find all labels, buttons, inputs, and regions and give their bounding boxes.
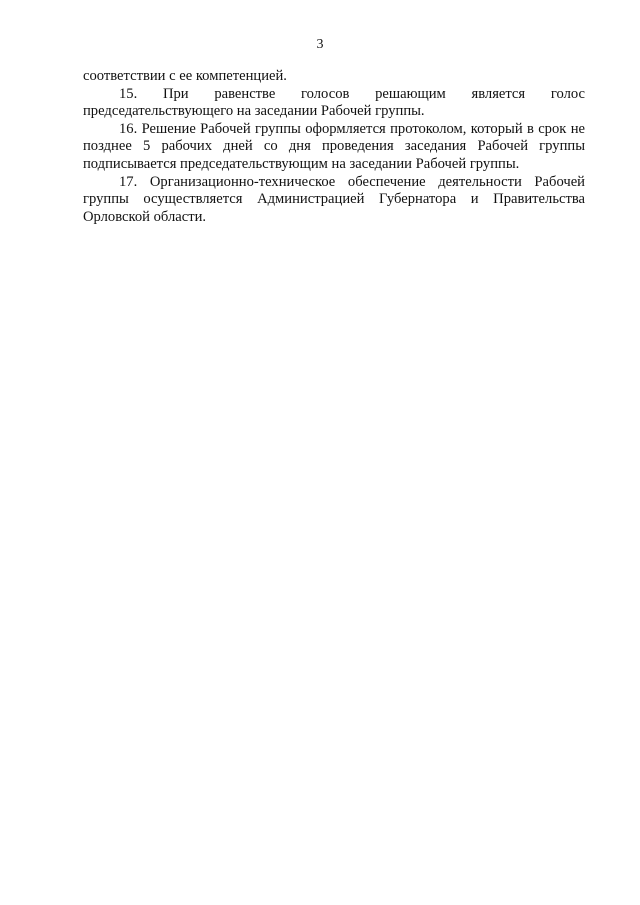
document-body [83,68,585,226]
paragraph-continuation: соответствии с ее компетенцией. [83,68,287,84]
page-number: 3 [316,37,324,52]
paragraph-16: 16. Решение Рабочей группы оформляется протоколом, который в срок не позднее 5 рабочих дней со дня проведения заседания Рабочей группы подписывается председательствующим на заседании Рабочей группы. [83,120,585,172]
paragraph-15: 15. При равенстве голосов решающим является голос председательствующего на заседании Рабочей группы. [83,85,585,120]
paragraph-17: 17. Организационно-техническое обеспечение деятельности Рабочей группы осуществляется Администрацией Губернатора и Правительства Орловской области. [83,173,585,225]
